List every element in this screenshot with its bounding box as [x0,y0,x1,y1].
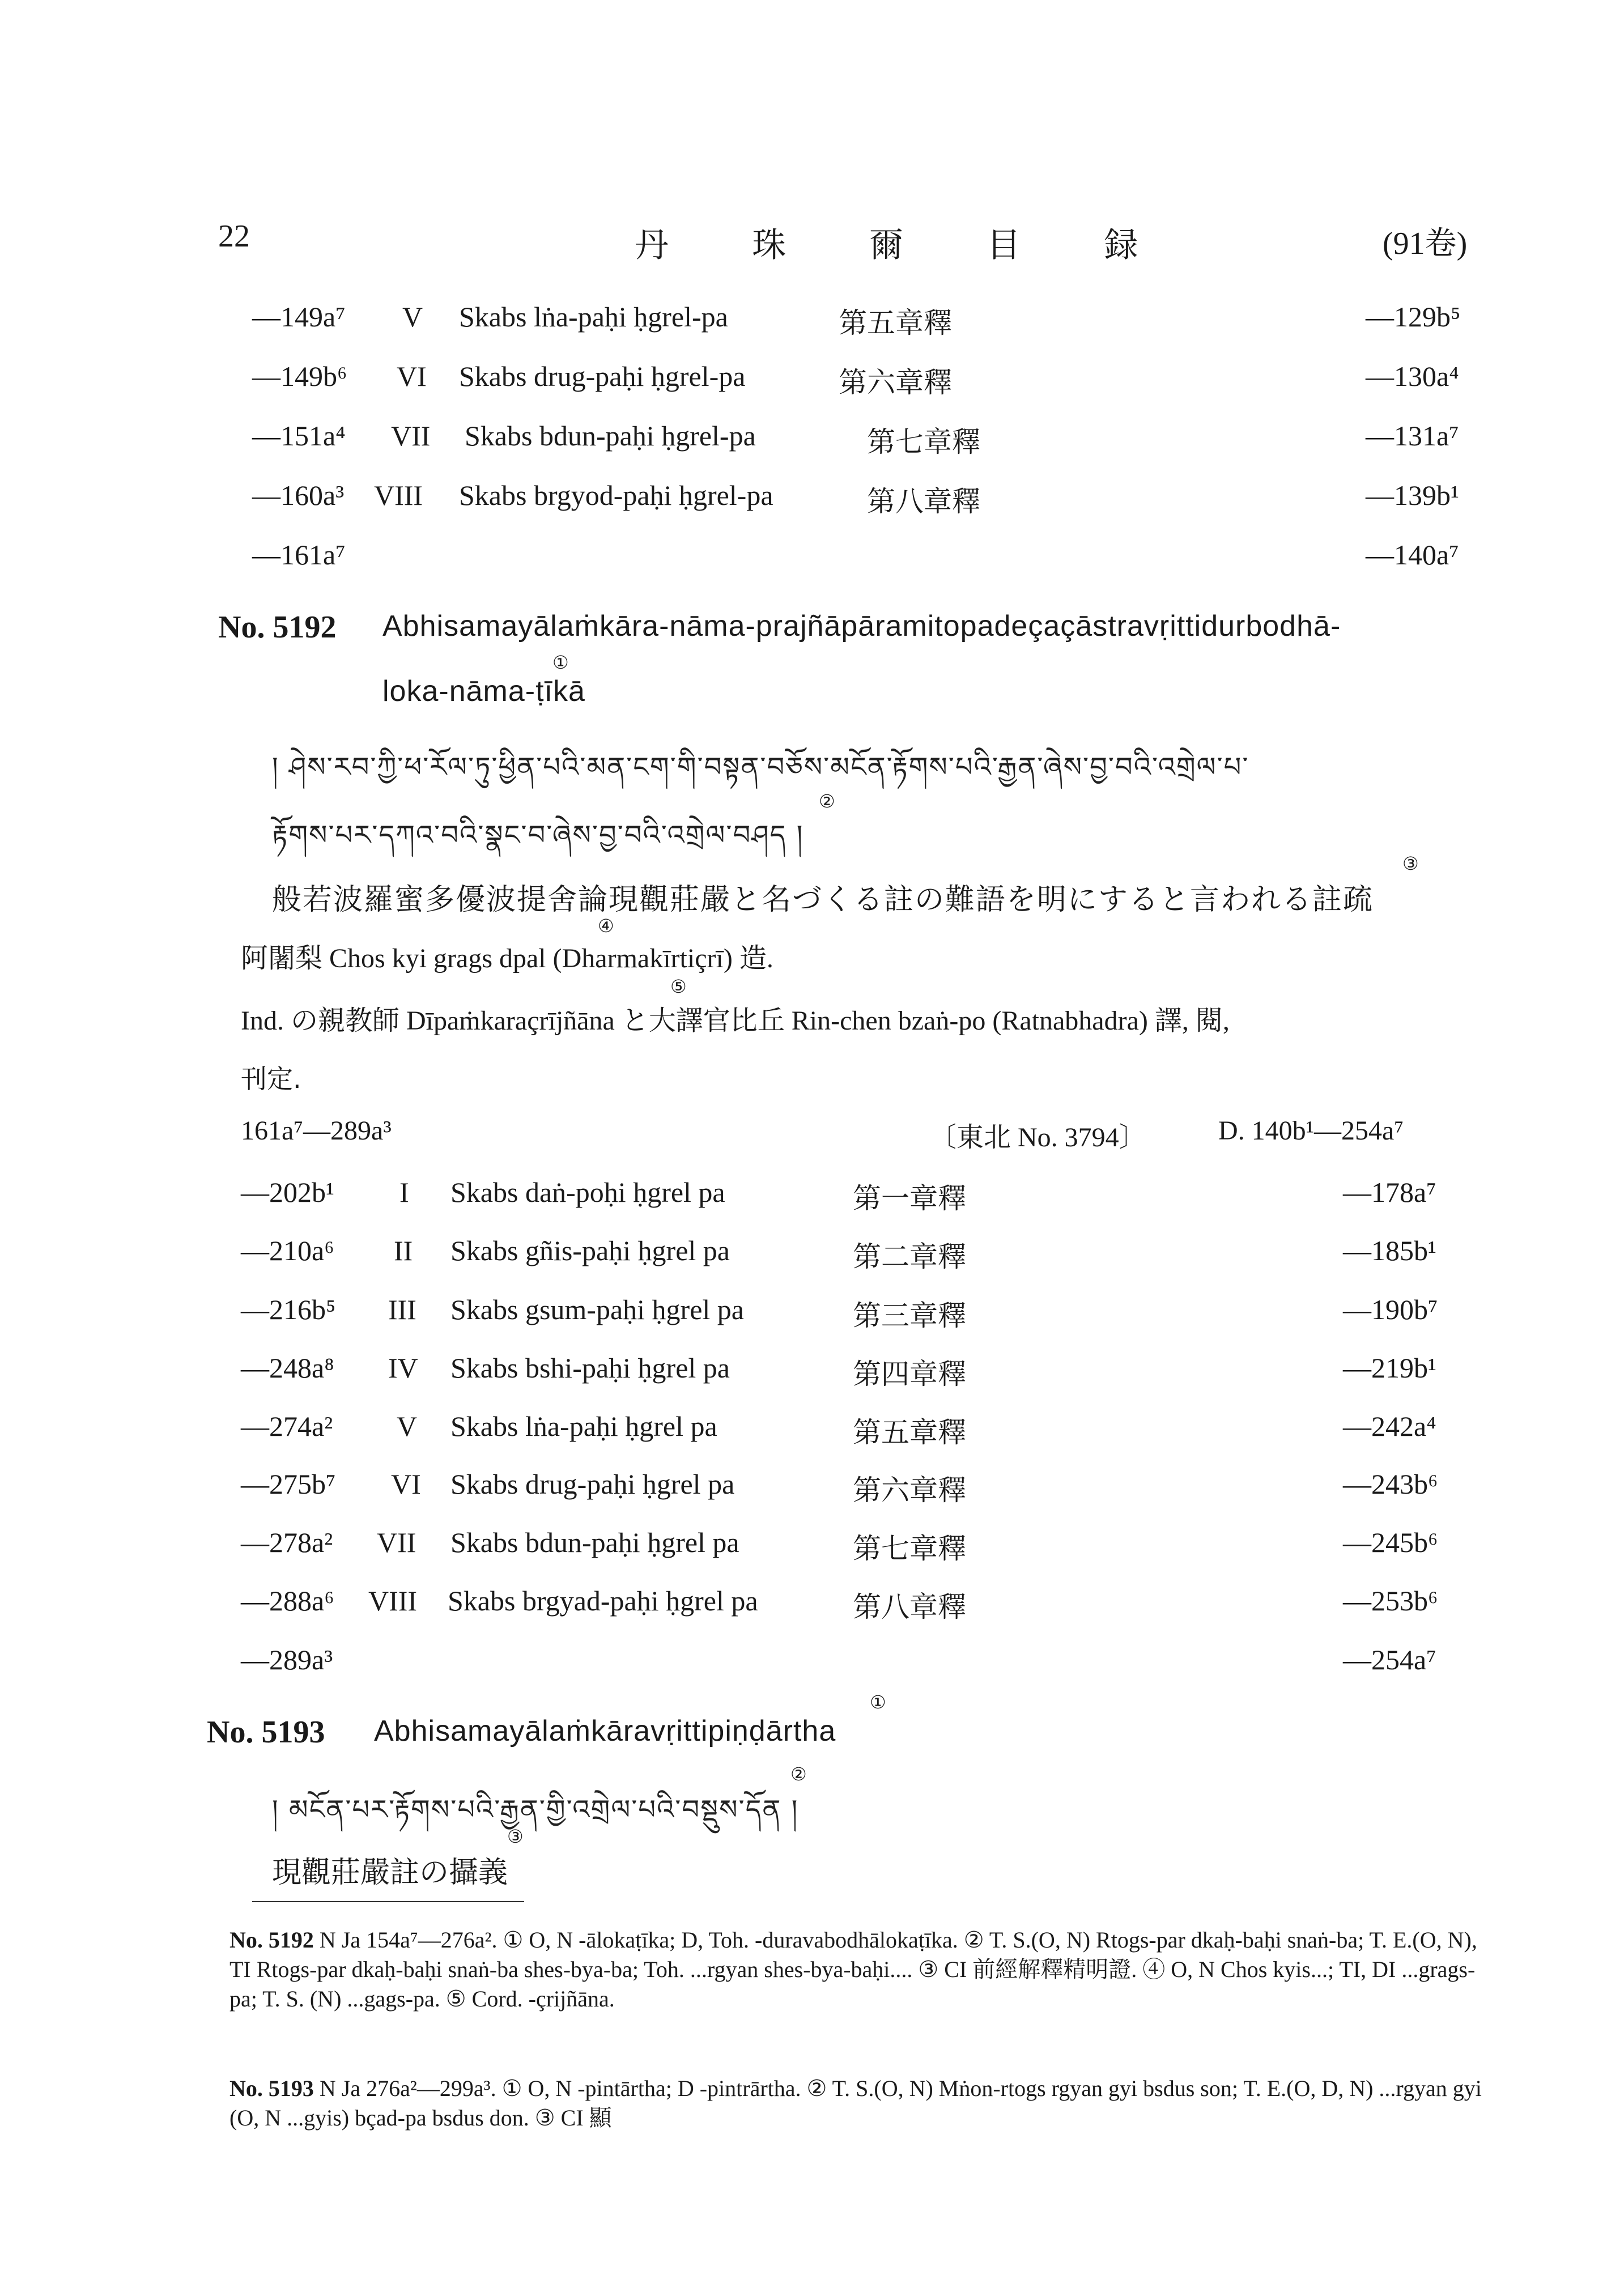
jp-title: 般若波羅蜜多優波提舍論現觀莊嚴と名づくる註の難語を明にすると言われる註疏 [272,883,1374,917]
chapter-name: Skabs drug-paḥi ḥgrel pa [450,1468,735,1500]
derge-ref: —185b¹ [1343,1235,1436,1266]
translator-line2: 刊定. [241,1064,301,1094]
chapter-number: VI [391,1468,421,1500]
folio-ref: —216b⁵ [241,1294,336,1325]
folio-ref: —274a² [241,1410,333,1442]
folio-ref: —149a⁷ [252,301,346,333]
footnote-label: No. 5192 [229,1927,314,1953]
tibetan-title-line2: རྟོགས་པར་དཀའ་བའི་སྣང་བ་ཞེས་བྱ་བའི་འགྲེལ་བཤད ། [272,819,804,851]
jp-title: 現觀莊嚴註の攝義 [272,1856,508,1890]
note-mark: ③ [507,1826,524,1847]
derge-ref: —254a⁷ [1343,1644,1436,1676]
folio-range: 161a⁷—289a³ [241,1116,392,1146]
entry-number: No. 5193 [207,1715,325,1750]
chapter-name: Skabs gsum-paḥi ḥgrel pa [450,1294,744,1325]
chapter-jp: 第八章釋 [867,485,980,518]
chapter-number: VI [397,360,427,392]
note-mark: ② [790,1763,807,1785]
chapter-jp: 第八章釋 [853,1591,966,1623]
derge-ref: —219b¹ [1343,1352,1436,1384]
entry-title: Abhisamayālaṁkāravṛittipiṇḍārtha [374,1715,836,1747]
chapter-name: Skabs daṅ-poḥi ḥgrel pa [450,1176,725,1208]
folio-ref: —288a⁶ [241,1585,334,1617]
chapter-jp: 第五章釋 [839,307,952,339]
derge-ref: —139b¹ [1366,479,1459,511]
chapter-jp: 第二章釋 [853,1240,966,1273]
folio-ref: —248a⁸ [241,1352,334,1384]
chapter-number: V [402,301,423,333]
chapter-name: Skabs brgyod-paḥi ḥgrel-pa [459,479,773,511]
folio-ref: —275b⁷ [241,1468,336,1500]
folio-ref: —151a⁴ [252,420,346,452]
footnote-divider [252,1901,524,1902]
footnote-5193 [229,2074,1499,2133]
table-row [0,1468,1624,1507]
folio-ref: —149b⁶ [252,360,347,392]
footnote-label: No. 5193 [229,2076,314,2101]
folio-ref: —278a² [241,1527,333,1558]
chapter-jp: 第四章釋 [853,1358,966,1391]
table-row [0,479,1624,518]
derge-ref: —130a⁴ [1366,360,1459,392]
chapter-name: Skabs drug-paḥi ḥgrel-pa [459,360,746,392]
volume-label: (91卷) [1383,226,1468,261]
derge-ref: —129b⁵ [1366,301,1461,333]
note-mark: ① [552,652,569,673]
table-row [0,538,1624,572]
entry-number: No. 5192 [218,610,337,645]
chapter-jp: 第七章釋 [867,426,980,458]
chapter-number: VIII [368,1585,418,1617]
chapter-name: Skabs bshi-paḥi ḥgrel pa [450,1352,730,1384]
table-row [0,1584,1624,1623]
translator-line1: Ind. の親教師 Dīpaṁkaraçrījñāna と大譯官比丘 Rin-chen bzaṅ-po (Ratnabhadra) 譯, 閱, [241,1006,1230,1036]
table-row [0,1351,1624,1391]
table-row [0,1293,1624,1332]
derge-ref: —178a⁷ [1343,1176,1436,1208]
author-line: 阿闍梨 Chos kyi grags dpal (Dharmakīrtiçrī) 造. [241,943,773,973]
footnote-5192 [229,1925,1499,2014]
chapter-jp: 第一章釋 [853,1182,966,1215]
derge-ref: —253b⁶ [1343,1585,1438,1617]
note-mark: ① [870,1691,886,1713]
entry-title-line1: Abhisamayālaṁkāra-nāma-prajñāpāramitopadeçaçāstravṛittidurbodhā- [382,610,1341,643]
table-row [0,300,1624,339]
note-mark: ④ [598,915,614,937]
chapter-name: Skabs gñis-paḥi ḥgrel pa [450,1235,730,1266]
folio-ref: —161a⁷ [252,539,346,571]
folio-ref: —160a³ [252,479,345,511]
chapter-jp: 第六章釋 [853,1474,966,1507]
folio-ref: —202b¹ [241,1176,334,1208]
table-row [0,1526,1624,1565]
note-mark: ③ [1402,853,1419,874]
chapter-number: II [394,1235,413,1266]
derge-ref: —242a⁴ [1343,1410,1436,1442]
chapter-number: VII [377,1527,416,1558]
table-row [0,1176,1624,1215]
chapter-name: Skabs brgyad-paḥi ḥgrel pa [448,1585,758,1617]
derge-ref: —131a⁷ [1366,420,1459,452]
chapter-name: Skabs lṅa-paḥi ḥgrel-pa [459,301,728,333]
note-mark: ② [819,790,835,812]
table-row [0,1643,1624,1677]
chapter-name: Skabs lṅa-paḥi ḥgrel pa [450,1410,717,1442]
chapter-jp: 第三章釋 [853,1299,966,1332]
footnote-text: N Ja 154a⁷—276a². ① O, N -ālokaṭīka; D, Toh. -duravabodhālokaṭīka. ② T. S.(O, N) Rtogs-par dkaḥ-baḥi snaṅ-ba; T. E.(O, N), TI Rtogs-par dkaḥ-baḥi snaṅ-ba shes-bya-ba; Toh. ...rgyan shes-bya-baḥi.... ③ CI 前經解釋精明證. ④ O, N Chos kyis...; TI, DI ...grags-pa; T. S. (N) ...gags-pa. ⑤ Cord. -çrijñāna. [229,1927,1477,2012]
folio-ref: —210a⁶ [241,1235,334,1266]
tohoku-number: 〔東北 No. 3794〕 [929,1123,1146,1153]
chapter-name: Skabs bdun-paḥi ḥgrel-pa [465,420,756,452]
chapter-jp: 第六章釋 [839,366,952,399]
chapter-name: Skabs bdun-paḥi ḥgrel pa [450,1527,739,1558]
entry-title-line2: loka-nāma-ṭīkā [382,675,585,708]
table-row [0,1410,1624,1449]
folio-ref: —289a³ [241,1644,333,1676]
derge-ref: —190b⁷ [1343,1294,1438,1325]
table-row [0,419,1624,458]
derge-ref: —245b⁶ [1343,1527,1438,1558]
tibetan-title: ། མངོན་པར་རྟོགས་པའི་རྒྱན་གྱི་འགྲེལ་པའི་བསྡུས་དོན ། [272,1794,799,1826]
derge-ref: —243b⁶ [1343,1468,1438,1500]
chapter-jp: 第五章釋 [853,1416,966,1449]
derge-ref: —140a⁷ [1366,539,1459,571]
chapter-number: VII [391,420,431,452]
page-title: 丹 珠 爾 目 録 [635,226,1175,265]
derge-range: D. 140b¹—254a⁷ [1218,1116,1404,1146]
table-row [0,360,1624,399]
tibetan-title-line1: ། ཤེས་རབ་ཀྱི་ཕ་རོལ་ཏུ་ཕྱིན་པའི་མན་ངག་གི་བསྟན་བཅོས་མངོན་རྟོགས་པའི་རྒྱན་ཞེས་བྱ་བའི་འགྲེལ་པ་ [272,751,1249,783]
chapter-number: III [388,1294,416,1325]
chapter-number: I [399,1176,409,1208]
chapter-jp: 第七章釋 [853,1532,966,1565]
page-number: 22 [218,219,250,254]
chapter-number: V [397,1410,418,1442]
table-row [0,1234,1624,1273]
footnote-text: N Ja 276a²—299a³. ① O, N -pintārtha; D -pintrārtha. ② T. S.(O, N) Mṅon-rtogs rgyan gyi bsdus son; T. E.(O, D, N) ...rgyan gyi (O, N ...gyis) bçad-pa bsdus don. ③ CI 顯 [229,2076,1482,2131]
chapter-number: VIII [374,479,423,511]
note-mark: ⑤ [670,976,687,997]
chapter-number: IV [388,1352,418,1384]
